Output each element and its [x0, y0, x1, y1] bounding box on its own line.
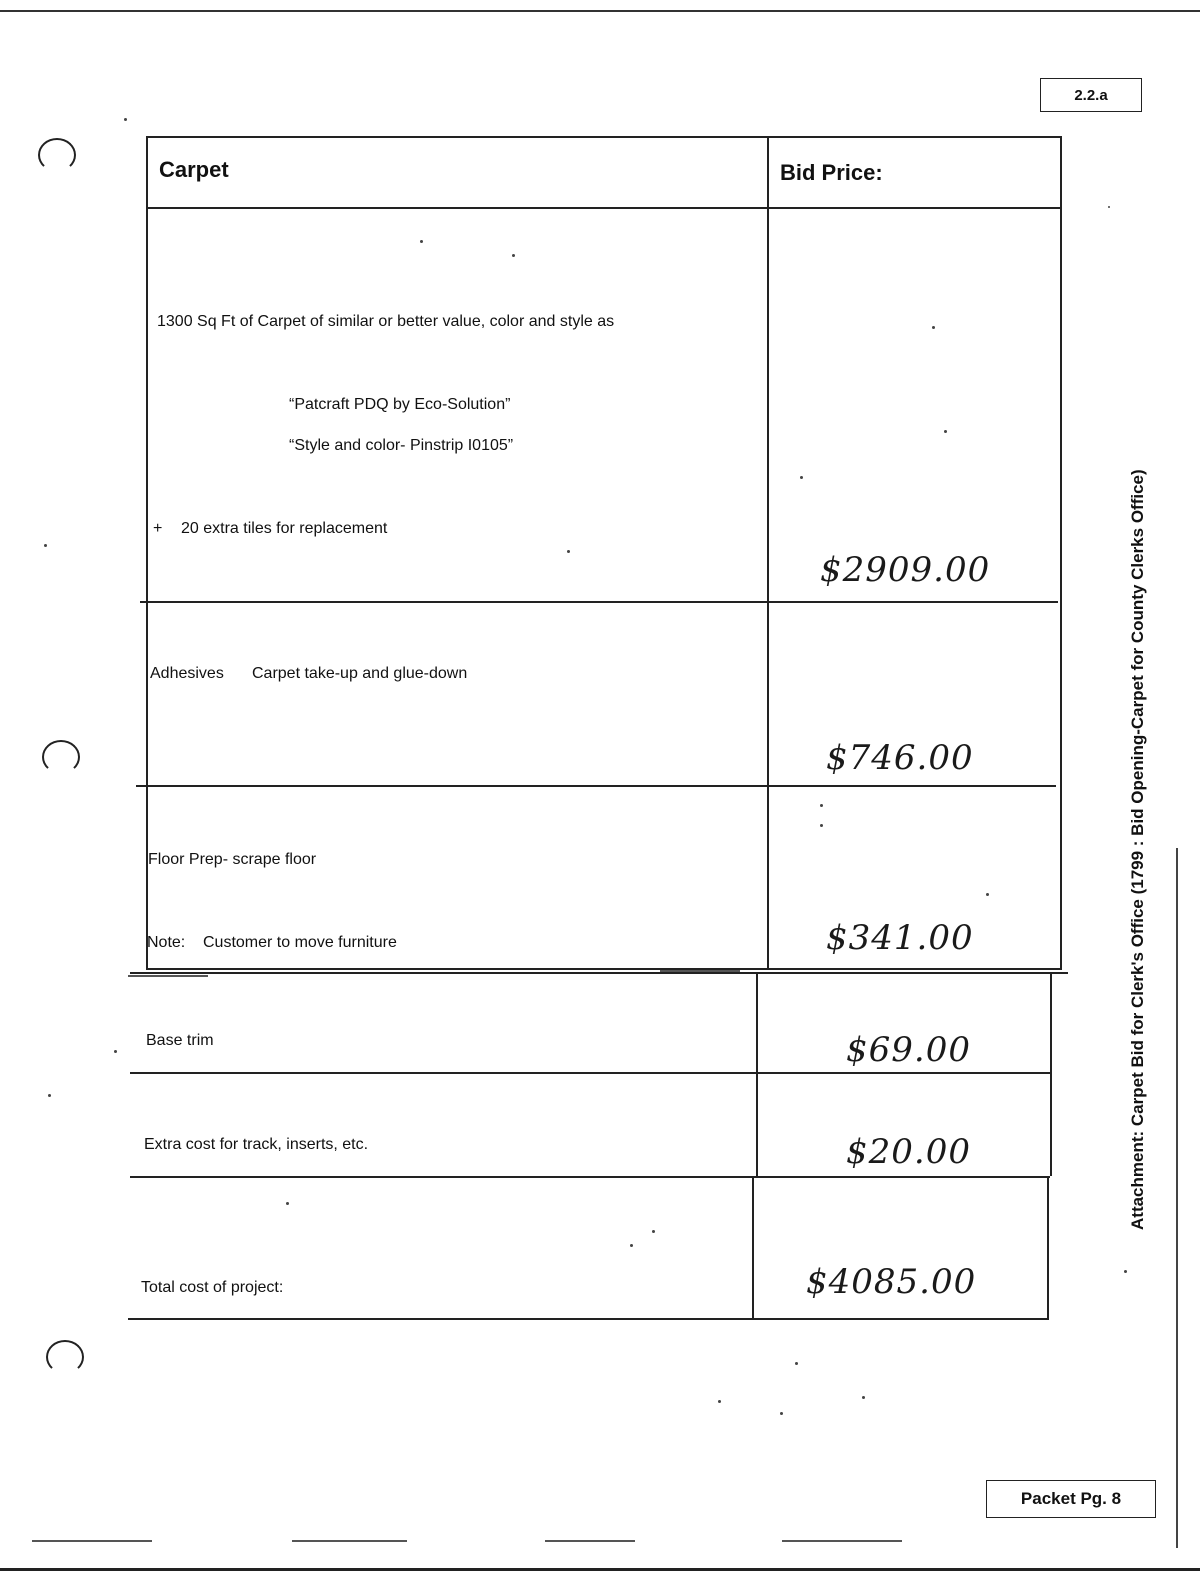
- scan-speck: [124, 118, 127, 121]
- price-carpet: $2909.00: [820, 550, 991, 590]
- scan-artifact-line: [660, 970, 740, 972]
- scan-speck: [944, 430, 947, 433]
- binder-hole: [38, 138, 76, 172]
- scan-speck: [800, 476, 803, 479]
- row-divider: [130, 972, 1068, 974]
- scan-speck: [718, 1400, 721, 1403]
- base-trim-label: Base trim: [146, 1032, 214, 1049]
- column-divider: [767, 136, 769, 970]
- scan-artifact-line: [32, 1540, 152, 1542]
- scan-speck: [420, 240, 423, 243]
- scan-artifact-line: [128, 975, 208, 977]
- scan-speck: [630, 1244, 633, 1247]
- column-divider: [752, 1176, 754, 1320]
- top-rule: [0, 10, 1200, 12]
- right-border: [1047, 1176, 1049, 1320]
- scan-artifact-line: [545, 1540, 635, 1542]
- extra-tiles-note: 20 extra tiles for replacement: [181, 520, 388, 537]
- scan-speck: [286, 1202, 289, 1205]
- price-adhesives: $746.00: [826, 738, 974, 778]
- scan-speck: [795, 1362, 798, 1365]
- extra-cost-label: Extra cost for track, inserts, etc.: [144, 1136, 369, 1153]
- scan-speck: [44, 544, 47, 547]
- floor-prep-label: Floor Prep- scrape floor: [148, 851, 317, 868]
- scan-speck: [567, 550, 570, 553]
- price-total: $4085.00: [806, 1262, 977, 1302]
- scan-speck: [652, 1230, 655, 1233]
- scan-speck: [820, 804, 823, 807]
- scan-speck: [114, 1050, 117, 1053]
- carpet-description: 1300 Sq Ft of Carpet of similar or better value, color and style as: [157, 313, 615, 330]
- note-label: Note:: [147, 934, 186, 951]
- scan-speck: [932, 326, 935, 329]
- packet-page-box: [986, 1480, 1156, 1518]
- scan-speck: [512, 254, 515, 257]
- section-tag-text: 2.2.a: [1074, 86, 1108, 104]
- row-divider: [140, 601, 1058, 603]
- header-price: Bid Price:: [780, 160, 883, 185]
- price-base-trim: $69.00: [846, 1030, 971, 1070]
- adhesives-label: Adhesives: [150, 665, 224, 682]
- attachment-side-label: Attachment: Carpet Bid for Clerk's Office (1799 : Bid Opening-Carpet for County Clerks Office): [1128, 469, 1147, 1230]
- header-item: Carpet: [159, 157, 229, 182]
- row-divider: [130, 1176, 1050, 1178]
- scan-speck: [1124, 1270, 1127, 1273]
- adhesives-description: Carpet take-up and glue-down: [252, 665, 468, 682]
- row-divider: [136, 785, 1056, 787]
- binder-hole: [42, 740, 80, 774]
- header-divider: [146, 207, 1062, 209]
- note-text: Customer to move furniture: [203, 934, 397, 951]
- binder-hole: [46, 1340, 84, 1374]
- scan-speck: [820, 824, 823, 827]
- row-divider: [128, 1318, 1048, 1320]
- price-extra-cost: $20.00: [846, 1132, 971, 1172]
- carpet-product-name: “Patcraft PDQ by Eco-Solution”: [289, 396, 511, 413]
- scan-speck: [986, 893, 989, 896]
- plus-sign: +: [153, 520, 163, 537]
- scan-speck: [48, 1094, 51, 1097]
- right-border: [1050, 972, 1052, 1176]
- price-floor-prep: $341.00: [826, 918, 974, 958]
- packet-page-text: Packet Pg. 8: [1020, 1489, 1122, 1508]
- bottom-rule: [0, 1568, 1200, 1571]
- row-divider: [130, 1072, 1052, 1074]
- scan-speck: [780, 1412, 783, 1415]
- carpet-style-color: “Style and color- Pinstrip I0105”: [289, 437, 514, 454]
- scan-artifact-line: [782, 1540, 902, 1542]
- right-margin-rule: [1176, 848, 1178, 1548]
- scan-speck: [862, 1396, 865, 1399]
- total-label: Total cost of project:: [141, 1279, 284, 1296]
- scan-artifact-line: [292, 1540, 407, 1542]
- scan-speck: [1108, 206, 1110, 208]
- column-divider: [756, 972, 758, 1176]
- section-tag: [1040, 78, 1142, 112]
